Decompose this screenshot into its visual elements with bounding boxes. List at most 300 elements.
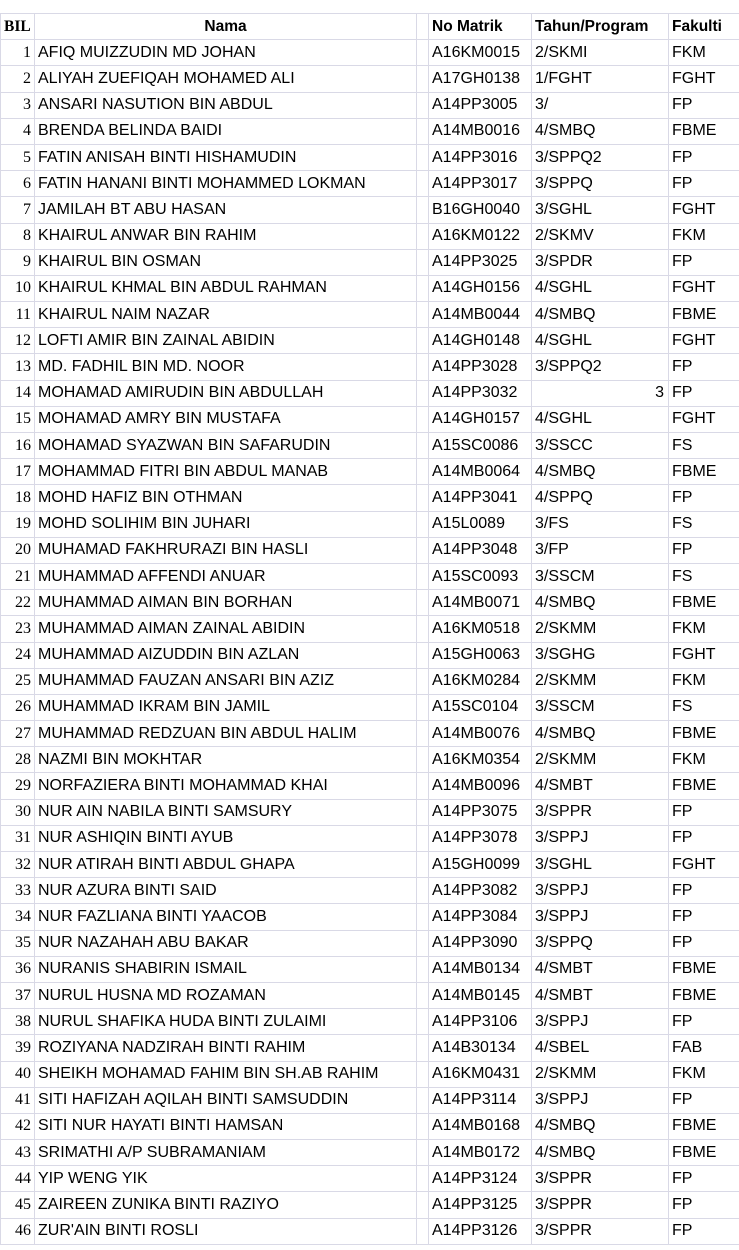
cell-nama: KHAIRUL BIN OSMAN	[35, 249, 417, 275]
cell-spacer	[417, 982, 429, 1008]
cell-matrik: A14PP3090	[429, 930, 532, 956]
cell-spacer	[417, 904, 429, 930]
cell-bil: 13	[1, 354, 35, 380]
header-fakulti: Fakulti	[669, 14, 739, 40]
cell-spacer	[417, 694, 429, 720]
cell-bil: 11	[1, 302, 35, 328]
cell-nama: BRENDA BELINDA BAIDI	[35, 118, 417, 144]
cell-spacer	[417, 144, 429, 170]
cell-spacer	[417, 433, 429, 459]
table-row	[1, 956, 739, 982]
cell-program: 4/SMBQ	[532, 459, 669, 485]
table-row	[1, 590, 739, 616]
cell-program: 1/FGHT	[532, 66, 669, 92]
cell-fakulti: FP	[669, 930, 739, 956]
cell-fakulti: FS	[669, 511, 739, 537]
cell-program: 4/SMBT	[532, 956, 669, 982]
cell-program: 3/SPPJ	[532, 1087, 669, 1113]
cell-spacer	[417, 1218, 429, 1244]
cell-nama: SITI HAFIZAH AQILAH BINTI SAMSUDDIN	[35, 1087, 417, 1113]
cell-fakulti: FAB	[669, 1035, 739, 1061]
cell-bil: 28	[1, 747, 35, 773]
table-row	[1, 485, 739, 511]
cell-spacer	[417, 92, 429, 118]
cell-program: 3/SPPQ2	[532, 354, 669, 380]
cell-bil: 40	[1, 1061, 35, 1087]
table-row	[1, 354, 739, 380]
cell-spacer	[417, 302, 429, 328]
cell-matrik: A14PP3005	[429, 92, 532, 118]
cell-matrik: A14PP3114	[429, 1087, 532, 1113]
table-row	[1, 433, 739, 459]
cell-matrik: A14PP3084	[429, 904, 532, 930]
cell-matrik: A14MB0168	[429, 1113, 532, 1139]
table-row	[1, 66, 739, 92]
cell-bil: 2	[1, 66, 35, 92]
cell-bil: 25	[1, 668, 35, 694]
table-row	[1, 380, 739, 406]
table-row	[1, 249, 739, 275]
student-table	[0, 13, 739, 1245]
cell-spacer	[417, 328, 429, 354]
cell-bil: 12	[1, 328, 35, 354]
cell-fakulti: FS	[669, 563, 739, 589]
cell-nama: NUR NAZAHAH ABU BAKAR	[35, 930, 417, 956]
cell-bil: 35	[1, 930, 35, 956]
cell-nama: FATIN HANANI BINTI MOHAMMED LOKMAN	[35, 171, 417, 197]
table-row	[1, 92, 739, 118]
cell-nama: KHAIRUL NAIM NAZAR	[35, 302, 417, 328]
cell-bil: 46	[1, 1218, 35, 1244]
cell-matrik: A14GH0157	[429, 406, 532, 432]
cell-spacer	[417, 747, 429, 773]
cell-fakulti: FKM	[669, 747, 739, 773]
table-row	[1, 642, 739, 668]
cell-spacer	[417, 642, 429, 668]
cell-spacer	[417, 197, 429, 223]
cell-matrik: A14PP3126	[429, 1218, 532, 1244]
cell-spacer	[417, 275, 429, 301]
cell-program: 2/SKMI	[532, 40, 669, 66]
cell-fakulti: FS	[669, 433, 739, 459]
table-row	[1, 275, 739, 301]
cell-nama: AFIQ MUIZZUDIN MD JOHAN	[35, 40, 417, 66]
cell-nama: MOHAMAD AMIRUDIN BIN ABDULLAH	[35, 380, 417, 406]
cell-fakulti: FKM	[669, 616, 739, 642]
cell-fakulti: FGHT	[669, 66, 739, 92]
cell-nama: JAMILAH BT ABU HASAN	[35, 197, 417, 223]
cell-program: 2/SKMM	[532, 668, 669, 694]
cell-matrik: A14MB0064	[429, 459, 532, 485]
cell-nama: MOHAMAD SYAZWAN BIN SAFARUDIN	[35, 433, 417, 459]
cell-fakulti: FKM	[669, 223, 739, 249]
cell-bil: 41	[1, 1087, 35, 1113]
cell-nama: NUR ASHIQIN BINTI AYUB	[35, 825, 417, 851]
cell-bil: 31	[1, 825, 35, 851]
cell-spacer	[417, 380, 429, 406]
cell-spacer	[417, 1035, 429, 1061]
cell-program: 3	[532, 380, 669, 406]
cell-nama: LOFTI AMIR BIN ZAINAL ABIDIN	[35, 328, 417, 354]
cell-fakulti: FP	[669, 144, 739, 170]
cell-matrik: A14PP3078	[429, 825, 532, 851]
table-row	[1, 721, 739, 747]
cell-fakulti: FGHT	[669, 406, 739, 432]
cell-bil: 14	[1, 380, 35, 406]
cell-program: 2/SKMV	[532, 223, 669, 249]
cell-spacer	[417, 825, 429, 851]
table-row	[1, 852, 739, 878]
cell-nama: MUHAMAD FAKHRURAZI BIN HASLI	[35, 537, 417, 563]
cell-bil: 1	[1, 40, 35, 66]
cell-fakulti: FP	[669, 1218, 739, 1244]
cell-matrik: A15L0089	[429, 511, 532, 537]
cell-spacer	[417, 563, 429, 589]
cell-fakulti: FGHT	[669, 328, 739, 354]
cell-fakulti: FP	[669, 825, 739, 851]
table-row	[1, 197, 739, 223]
cell-bil: 37	[1, 982, 35, 1008]
cell-nama: NUR AIN NABILA BINTI SAMSURY	[35, 799, 417, 825]
cell-program: 4/SMBQ	[532, 721, 669, 747]
cell-nama: MUHAMMAD FAUZAN ANSARI BIN AZIZ	[35, 668, 417, 694]
cell-fakulti: FGHT	[669, 642, 739, 668]
cell-nama: MOHAMMAD FITRI BIN ABDUL MANAB	[35, 459, 417, 485]
cell-bil: 4	[1, 118, 35, 144]
table-row	[1, 1218, 739, 1244]
cell-nama: ZUR'AIN BINTI ROSLI	[35, 1218, 417, 1244]
cell-fakulti: FBME	[669, 982, 739, 1008]
cell-spacer	[417, 590, 429, 616]
cell-program: 4/SPPQ	[532, 485, 669, 511]
cell-bil: 30	[1, 799, 35, 825]
table-row	[1, 1009, 739, 1035]
cell-nama: NUR AZURA BINTI SAID	[35, 878, 417, 904]
cell-program: 4/SMBQ	[532, 1113, 669, 1139]
cell-program: 4/SMBQ	[532, 1140, 669, 1166]
cell-spacer	[417, 354, 429, 380]
cell-spacer	[417, 616, 429, 642]
cell-bil: 32	[1, 852, 35, 878]
cell-matrik: A14PP3017	[429, 171, 532, 197]
cell-spacer	[417, 799, 429, 825]
cell-matrik: A14PP3075	[429, 799, 532, 825]
table-row	[1, 747, 739, 773]
cell-bil: 21	[1, 563, 35, 589]
cell-fakulti: FP	[669, 1192, 739, 1218]
cell-fakulti: FP	[669, 878, 739, 904]
cell-spacer	[417, 1087, 429, 1113]
cell-spacer	[417, 1166, 429, 1192]
cell-nama: MUHAMMAD AIMAN ZAINAL ABIDIN	[35, 616, 417, 642]
cell-bil: 36	[1, 956, 35, 982]
cell-bil: 44	[1, 1166, 35, 1192]
cell-spacer	[417, 721, 429, 747]
cell-matrik: A14PP3025	[429, 249, 532, 275]
table-row	[1, 511, 739, 537]
cell-spacer	[417, 668, 429, 694]
cell-matrik: A16KM0518	[429, 616, 532, 642]
cell-nama: MOHD HAFIZ BIN OTHMAN	[35, 485, 417, 511]
cell-spacer	[417, 511, 429, 537]
cell-nama: SHEIKH MOHAMAD FAHIM BIN SH.AB RAHIM	[35, 1061, 417, 1087]
table-row	[1, 118, 739, 144]
cell-program: 3/FP	[532, 537, 669, 563]
table-row	[1, 799, 739, 825]
cell-nama: ALIYAH ZUEFIQAH MOHAMED ALI	[35, 66, 417, 92]
cell-spacer	[417, 537, 429, 563]
cell-program: 4/SMBQ	[532, 302, 669, 328]
cell-nama: MUHAMMAD AIZUDDIN BIN AZLAN	[35, 642, 417, 668]
cell-nama: NORFAZIERA BINTI MOHAMMAD KHAI	[35, 773, 417, 799]
cell-nama: ZAIREEN ZUNIKA BINTI RAZIYO	[35, 1192, 417, 1218]
table-row	[1, 1061, 739, 1087]
cell-nama: YIP WENG YIK	[35, 1166, 417, 1192]
cell-program: 4/SGHL	[532, 406, 669, 432]
cell-fakulti: FKM	[669, 40, 739, 66]
table-row	[1, 563, 739, 589]
cell-nama: KHAIRUL ANWAR BIN RAHIM	[35, 223, 417, 249]
cell-matrik: A14PP3028	[429, 354, 532, 380]
table-row	[1, 1192, 739, 1218]
cell-matrik: A14PP3106	[429, 1009, 532, 1035]
cell-program: 2/SKMM	[532, 1061, 669, 1087]
cell-bil: 27	[1, 721, 35, 747]
cell-program: 2/SKMM	[532, 616, 669, 642]
cell-nama: MD. FADHIL BIN MD. NOOR	[35, 354, 417, 380]
table-row	[1, 40, 739, 66]
table-row	[1, 1035, 739, 1061]
cell-matrik: A14GH0148	[429, 328, 532, 354]
cell-fakulti: FGHT	[669, 197, 739, 223]
cell-program: 3/SPPJ	[532, 1009, 669, 1035]
cell-matrik: A14MB0145	[429, 982, 532, 1008]
cell-nama: FATIN ANISAH BINTI HISHAMUDIN	[35, 144, 417, 170]
cell-program: 4/SMBQ	[532, 590, 669, 616]
cell-fakulti: FGHT	[669, 852, 739, 878]
cell-bil: 17	[1, 459, 35, 485]
cell-fakulti: FKM	[669, 1061, 739, 1087]
cell-fakulti: FBME	[669, 118, 739, 144]
cell-fakulti: FP	[669, 799, 739, 825]
cell-program: 3/SPPR	[532, 1166, 669, 1192]
cell-matrik: A14PP3032	[429, 380, 532, 406]
cell-program: 3/SGHL	[532, 197, 669, 223]
table-row	[1, 694, 739, 720]
cell-nama: MUHAMMAD AFFENDI ANUAR	[35, 563, 417, 589]
cell-bil: 38	[1, 1009, 35, 1035]
cell-matrik: A14B30134	[429, 1035, 532, 1061]
cell-nama: NURANIS SHABIRIN ISMAIL	[35, 956, 417, 982]
cell-program: 3/FS	[532, 511, 669, 537]
table-body	[1, 40, 739, 1245]
table-row	[1, 406, 739, 432]
cell-matrik: A16KM0431	[429, 1061, 532, 1087]
cell-spacer	[417, 773, 429, 799]
cell-fakulti: FP	[669, 1166, 739, 1192]
cell-matrik: A16KM0354	[429, 747, 532, 773]
cell-bil: 19	[1, 511, 35, 537]
cell-fakulti: FKM	[669, 668, 739, 694]
table-row	[1, 668, 739, 694]
cell-bil: 42	[1, 1113, 35, 1139]
cell-program: 3/SSCC	[532, 433, 669, 459]
cell-matrik: A16KM0122	[429, 223, 532, 249]
cell-spacer	[417, 852, 429, 878]
cell-fakulti: FS	[669, 694, 739, 720]
cell-spacer	[417, 40, 429, 66]
cell-fakulti: FGHT	[669, 275, 739, 301]
table-row	[1, 878, 739, 904]
cell-bil: 26	[1, 694, 35, 720]
table-row	[1, 1113, 739, 1139]
table-row	[1, 1166, 739, 1192]
cell-spacer	[417, 171, 429, 197]
cell-bil: 45	[1, 1192, 35, 1218]
cell-matrik: A17GH0138	[429, 66, 532, 92]
cell-fakulti: FBME	[669, 1113, 739, 1139]
table-row	[1, 1140, 739, 1166]
header-matrik: No Matrik	[429, 14, 532, 40]
cell-nama: MOHAMAD AMRY BIN MUSTAFA	[35, 406, 417, 432]
cell-matrik: A15GH0099	[429, 852, 532, 878]
cell-matrik: A14MB0071	[429, 590, 532, 616]
cell-program: 2/SKMM	[532, 747, 669, 773]
cell-fakulti: FP	[669, 380, 739, 406]
cell-matrik: A14PP3041	[429, 485, 532, 511]
header-spacer	[417, 14, 429, 40]
cell-fakulti: FBME	[669, 773, 739, 799]
cell-program: 3/SSCM	[532, 694, 669, 720]
table-row	[1, 930, 739, 956]
cell-spacer	[417, 406, 429, 432]
cell-bil: 33	[1, 878, 35, 904]
table-row	[1, 171, 739, 197]
cell-matrik: A14PP3016	[429, 144, 532, 170]
cell-matrik: A14MB0044	[429, 302, 532, 328]
cell-bil: 5	[1, 144, 35, 170]
cell-program: 3/SPPR	[532, 799, 669, 825]
cell-program: 4/SBEL	[532, 1035, 669, 1061]
table-row	[1, 1087, 739, 1113]
cell-nama: SITI NUR HAYATI BINTI HAMSAN	[35, 1113, 417, 1139]
cell-bil: 29	[1, 773, 35, 799]
table-row	[1, 302, 739, 328]
cell-matrik: A16KM0284	[429, 668, 532, 694]
cell-bil: 6	[1, 171, 35, 197]
cell-bil: 7	[1, 197, 35, 223]
cell-nama: NUR FAZLIANA BINTI YAACOB	[35, 904, 417, 930]
cell-matrik: A14PP3125	[429, 1192, 532, 1218]
cell-matrik: A14PP3082	[429, 878, 532, 904]
cell-program: 3/SGHL	[532, 852, 669, 878]
cell-matrik: A16KM0015	[429, 40, 532, 66]
header-bil: BIL	[1, 14, 35, 40]
table-row	[1, 328, 739, 354]
cell-matrik: A14PP3124	[429, 1166, 532, 1192]
cell-spacer	[417, 1192, 429, 1218]
cell-bil: 39	[1, 1035, 35, 1061]
cell-nama: ROZIYANA NADZIRAH BINTI RAHIM	[35, 1035, 417, 1061]
cell-spacer	[417, 1140, 429, 1166]
header-program: Tahun/Program	[532, 14, 669, 40]
header-nama: Nama	[35, 14, 417, 40]
cell-program: 3/SPPQ2	[532, 144, 669, 170]
cell-matrik: B16GH0040	[429, 197, 532, 223]
cell-spacer	[417, 66, 429, 92]
cell-spacer	[417, 223, 429, 249]
cell-program: 3/SPPQ	[532, 930, 669, 956]
cell-fakulti: FP	[669, 904, 739, 930]
cell-matrik: A14MB0076	[429, 721, 532, 747]
header-row	[1, 14, 739, 40]
cell-matrik: A14PP3048	[429, 537, 532, 563]
cell-nama: ANSARI NASUTION BIN ABDUL	[35, 92, 417, 118]
cell-nama: KHAIRUL KHMAL BIN ABDUL RAHMAN	[35, 275, 417, 301]
cell-spacer	[417, 1113, 429, 1139]
cell-spacer	[417, 118, 429, 144]
cell-fakulti: FBME	[669, 721, 739, 747]
cell-matrik: A14MB0172	[429, 1140, 532, 1166]
cell-fakulti: FBME	[669, 956, 739, 982]
cell-fakulti: FBME	[669, 1140, 739, 1166]
table-row	[1, 616, 739, 642]
cell-program: 4/SMBT	[532, 773, 669, 799]
cell-bil: 8	[1, 223, 35, 249]
cell-spacer	[417, 485, 429, 511]
cell-bil: 24	[1, 642, 35, 668]
cell-spacer	[417, 459, 429, 485]
cell-program: 3/SPPJ	[532, 825, 669, 851]
cell-spacer	[417, 930, 429, 956]
cell-bil: 10	[1, 275, 35, 301]
table-row	[1, 459, 739, 485]
cell-program: 3/SPPR	[532, 1218, 669, 1244]
cell-bil: 23	[1, 616, 35, 642]
cell-nama: MUHAMMAD IKRAM BIN JAMIL	[35, 694, 417, 720]
cell-program: 3/SPPJ	[532, 878, 669, 904]
cell-nama: SRIMATHI A/P SUBRAMANIAM	[35, 1140, 417, 1166]
cell-fakulti: FP	[669, 485, 739, 511]
cell-nama: MOHD SOLIHIM BIN JUHARI	[35, 511, 417, 537]
cell-program: 3/SPPR	[532, 1192, 669, 1218]
cell-matrik: A15GH0063	[429, 642, 532, 668]
cell-program: 3/SSCM	[532, 563, 669, 589]
cell-program: 3/	[532, 92, 669, 118]
cell-matrik: A14MB0016	[429, 118, 532, 144]
cell-nama: NURUL SHAFIKA HUDA BINTI ZULAIMI	[35, 1009, 417, 1035]
cell-fakulti: FP	[669, 1087, 739, 1113]
cell-matrik: A15SC0093	[429, 563, 532, 589]
table-row	[1, 904, 739, 930]
cell-fakulti: FP	[669, 354, 739, 380]
cell-program: 3/SPDR	[532, 249, 669, 275]
cell-fakulti: FP	[669, 92, 739, 118]
cell-bil: 18	[1, 485, 35, 511]
cell-nama: MUHAMMAD REDZUAN BIN ABDUL HALIM	[35, 721, 417, 747]
cell-bil: 20	[1, 537, 35, 563]
cell-program: 3/SPPQ	[532, 171, 669, 197]
cell-nama: MUHAMMAD AIMAN BIN BORHAN	[35, 590, 417, 616]
cell-bil: 15	[1, 406, 35, 432]
table-row	[1, 223, 739, 249]
cell-spacer	[417, 1061, 429, 1087]
cell-nama: NUR ATIRAH BINTI ABDUL GHAPA	[35, 852, 417, 878]
cell-bil: 22	[1, 590, 35, 616]
cell-matrik: A14MB0096	[429, 773, 532, 799]
cell-fakulti: FP	[669, 171, 739, 197]
cell-nama: NURUL HUSNA MD ROZAMAN	[35, 982, 417, 1008]
